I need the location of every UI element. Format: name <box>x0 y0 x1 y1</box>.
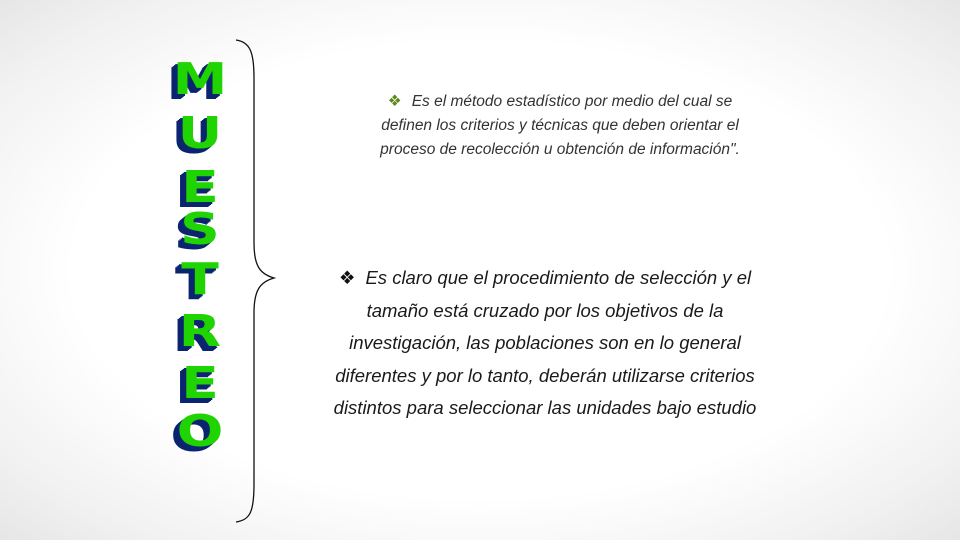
wordart-letter: O <box>176 406 224 457</box>
wordart-letter: M <box>172 54 228 105</box>
definition-paragraph <box>355 90 765 162</box>
paragraph-text: Es claro que el procedimiento de selección y el <box>365 267 752 288</box>
wordart-letter: S <box>180 204 220 255</box>
wordart-letter: T <box>181 254 219 305</box>
wordart-letter: U <box>177 108 223 159</box>
wordart-letter: E <box>181 162 219 213</box>
paragraph-line <box>355 90 765 114</box>
selection-paragraph <box>305 262 785 425</box>
wordart-letter: R <box>178 306 222 357</box>
paragraph-line <box>305 262 785 295</box>
paragraph-line: tamaño está cruzado por los objetivos de la <box>366 299 724 321</box>
curly-brace-icon <box>228 38 288 524</box>
paragraph-line: distintos para seleccionar las unidades bajo estudio <box>333 397 757 418</box>
diamond-bullet-icon: ❖ <box>387 93 402 110</box>
diamond-bullet-icon: ❖ <box>338 267 356 288</box>
paragraph-text: Es el método estadístico por medio del cual se <box>411 93 733 110</box>
paragraph-line: investigación, las poblaciones son en lo general <box>349 332 741 353</box>
paragraph-line: diferentes y por lo tanto, deberán utilizarse criterios <box>335 364 755 386</box>
paragraph-line: proceso de recolección u obtención de información". <box>380 141 740 158</box>
paragraph-line: definen los criterios y técnicas que deben orientar el <box>381 117 739 134</box>
wordart-letter: E <box>181 358 219 409</box>
